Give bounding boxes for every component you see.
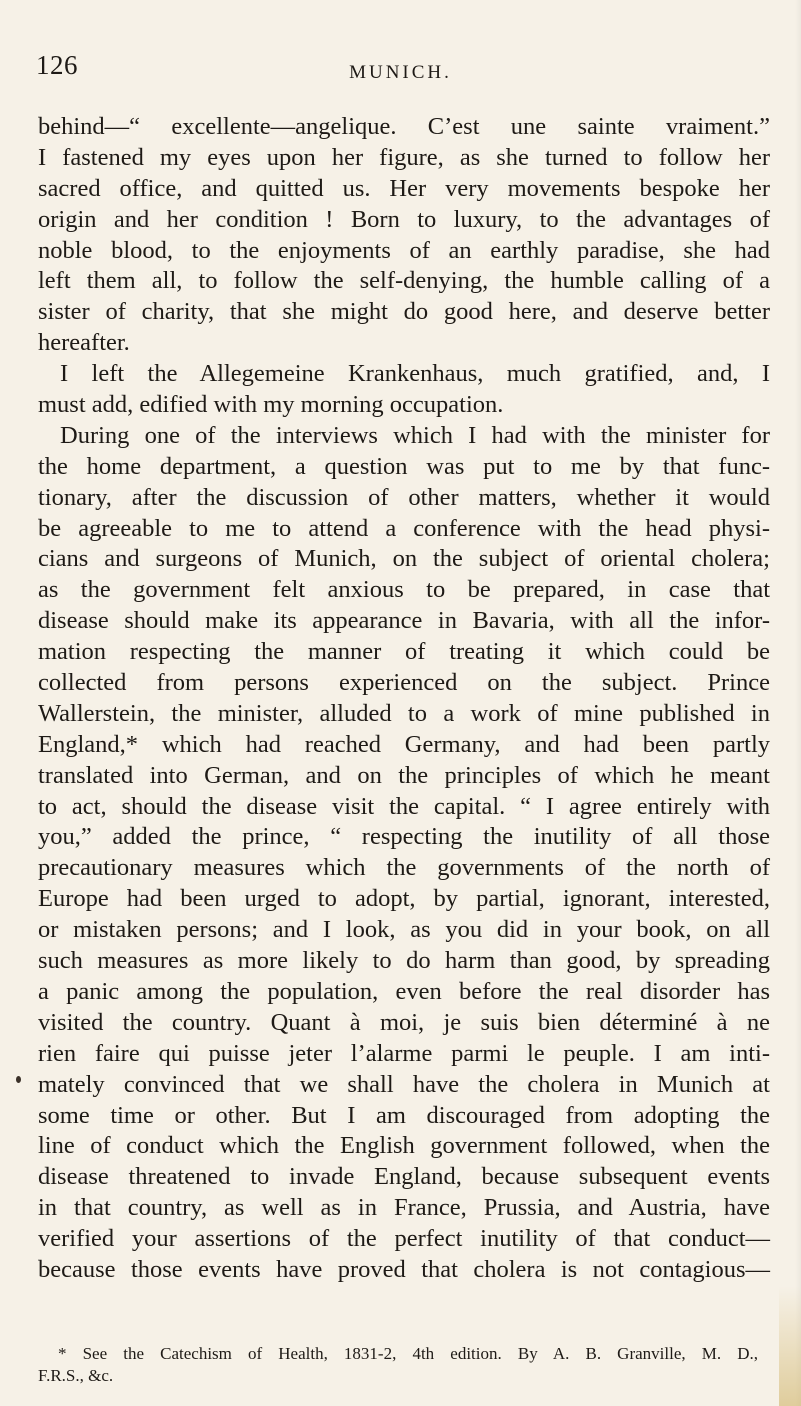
text-line: England,* which had reached Germany, and had been partly [38,730,770,758]
page-edge-shadow [795,0,801,1406]
text-line: some time or other. But I am discouraged from adopting the [38,1101,770,1129]
text-line: a panic among the population, even before the real disorder has [38,977,770,1005]
text-line: visited the country. Quant à moi, je suis bien déterminé à ne [38,1008,770,1036]
text-line: rien faire qui puisse jeter l’alarme parmi le peuple. I am inti- [38,1039,770,1067]
text-line: in that country, as well as in France, Prussia, and Austria, have [38,1194,770,1222]
text-line: be agreeable to me to attend a conference with the head physi- [38,514,770,542]
footnote-line: * See the Catechism of Health, 1831-2, 4th edition. By A. B. Granville, M. D., [58,1344,758,1363]
text-line: tionary, after the discussion of other matters, whether it would [38,483,770,511]
text-line: precautionary measures which the governments of the north of [38,854,770,882]
ink-speck [16,1076,21,1083]
text-line: mately convinced that we shall have the cholera in Munich at [38,1070,770,1098]
text-line: because those events have proved that cholera is not contagious— [38,1255,770,1283]
footnote-line: F.R.S., &c. [38,1366,114,1385]
text-line: behind—“ excellente—angelique. C’est une sainte vraiment.” [38,113,770,140]
text-line: you,” added the prince, “ respecting the inutility of all those [38,823,770,851]
page-corner-stain [779,1286,801,1406]
body-text [38,112,770,1286]
footnote [38,1343,758,1387]
text-line: I fastened my eyes upon her figure, as she turned to follow her [38,143,770,171]
text-line: origin and her condition ! Born to luxury, to the advantages of [38,205,770,233]
text-line: hereafter. [38,329,130,357]
text-line: translated into German, and on the principles of which he meant [38,761,770,789]
text-line: verified your assertions of the perfect inutility of that conduct— [38,1225,770,1253]
text-line: to act, should the disease visit the capital. “ I agree entirely with [38,792,770,820]
text-line: noble blood, to the enjoyments of an earthly paradise, she had [38,236,770,264]
text-line: cians and surgeons of Munich, on the subject of oriental cholera; [38,545,770,573]
page-header [0,50,801,90]
text-line: disease threatened to invade England, because subsequent events [38,1163,770,1191]
text-line: During one of the interviews which I had with the minister for [60,421,770,449]
text-line: sacred office, and quitted us. Her very movements bespoke her [38,174,770,202]
text-line: collected from persons experienced on the subject. Prince [38,669,770,697]
text-line: I left the Allegemeine Krankenhaus, much gratified, and, I [60,360,770,388]
text-line: left them all, to follow the self-denying, the humble calling of a [38,267,770,295]
text-line: Europe had been urged to adopt, by partial, ignorant, interested, [38,885,770,913]
text-line: as the government felt anxious to be prepared, in case that [38,576,770,604]
text-line: the home department, a question was put to me by that func- [38,452,770,480]
text-line: sister of charity, that she might do good here, and deserve better [38,298,770,326]
text-line: disease should make its appearance in Bavaria, with all the infor- [38,607,770,635]
text-line: mation respecting the manner of treating it which could be [38,638,770,666]
running-title: MUNICH. [349,62,452,83]
text-line: or mistaken persons; and I look, as you did in your book, on all [38,916,770,944]
text-line: line of conduct which the English government followed, when the [38,1132,770,1160]
page-number: 126 [36,50,78,80]
text-line: Wallerstein, the minister, alluded to a work of mine published in [38,699,770,727]
text-line: must add, edified with my morning occupation. [38,391,504,419]
text-line: such measures as more likely to do harm than good, by spreading [38,947,770,975]
